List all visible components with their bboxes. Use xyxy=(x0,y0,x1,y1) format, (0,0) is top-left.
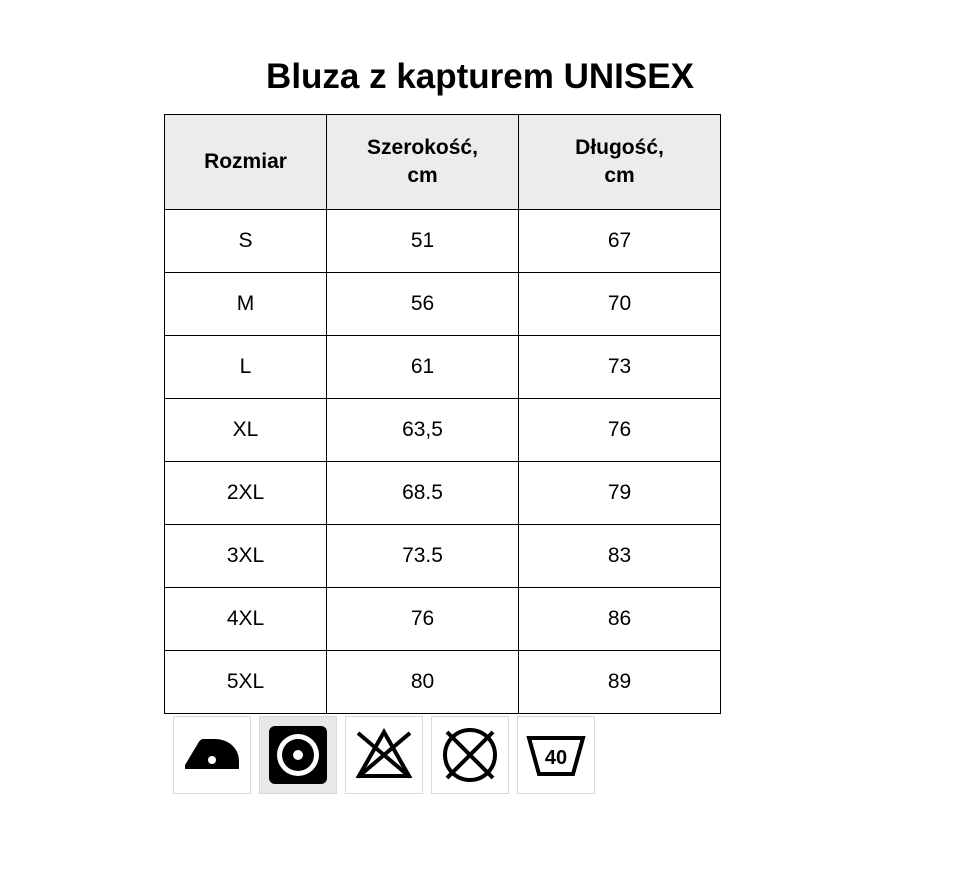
table-row xyxy=(165,273,721,336)
cell-size: M xyxy=(165,273,327,336)
column-header-length xyxy=(519,115,721,210)
do-not-dry-clean-icon xyxy=(431,716,509,794)
cell-length: 86 xyxy=(519,588,721,651)
cell-size: 4XL xyxy=(165,588,327,651)
table-header xyxy=(165,115,721,210)
cell-size: L xyxy=(165,336,327,399)
cell-length: 67 xyxy=(519,210,721,273)
column-header-width-line1: Szerokość, xyxy=(367,136,478,159)
table-row xyxy=(165,525,721,588)
table-header-row xyxy=(165,115,721,210)
column-header-length-line1: Długość, xyxy=(575,136,664,159)
column-header-length-line2: cm xyxy=(604,164,635,187)
iron-one-dot-icon xyxy=(173,716,251,794)
column-header-size xyxy=(165,115,327,210)
cell-width: 76 xyxy=(327,588,519,651)
svg-text:40: 40 xyxy=(544,747,568,769)
table-row xyxy=(165,651,721,714)
table-row xyxy=(165,462,721,525)
wash-40-icon xyxy=(517,716,595,794)
cell-length: 76 xyxy=(519,399,721,462)
table-row xyxy=(165,336,721,399)
care-symbols-row xyxy=(173,716,595,794)
cell-length: 73 xyxy=(519,336,721,399)
do-not-bleach-icon xyxy=(345,716,423,794)
table-row xyxy=(165,399,721,462)
cell-width: 63,5 xyxy=(327,399,519,462)
cell-width: 61 xyxy=(327,336,519,399)
cell-width: 68.5 xyxy=(327,462,519,525)
cell-size: 3XL xyxy=(165,525,327,588)
cell-width: 80 xyxy=(327,651,519,714)
cell-width: 51 xyxy=(327,210,519,273)
cell-length: 83 xyxy=(519,525,721,588)
column-header-width-line2: cm xyxy=(407,164,438,187)
page-title: Bluza z kapturem UNISEX xyxy=(266,57,694,96)
table-row xyxy=(165,210,721,273)
cell-length: 70 xyxy=(519,273,721,336)
tumble-dry-icon xyxy=(259,716,337,794)
cell-size: XL xyxy=(165,399,327,462)
cell-size: 2XL xyxy=(165,462,327,525)
column-header-width xyxy=(327,115,519,210)
table-row xyxy=(165,588,721,651)
size-chart-table xyxy=(164,114,721,714)
cell-size: 5XL xyxy=(165,651,327,714)
cell-length: 79 xyxy=(519,462,721,525)
table-body xyxy=(165,210,721,714)
cell-length: 89 xyxy=(519,651,721,714)
cell-width: 73.5 xyxy=(327,525,519,588)
cell-size: S xyxy=(165,210,327,273)
cell-width: 56 xyxy=(327,273,519,336)
column-header-size-line1: Rozmiar xyxy=(204,150,287,173)
